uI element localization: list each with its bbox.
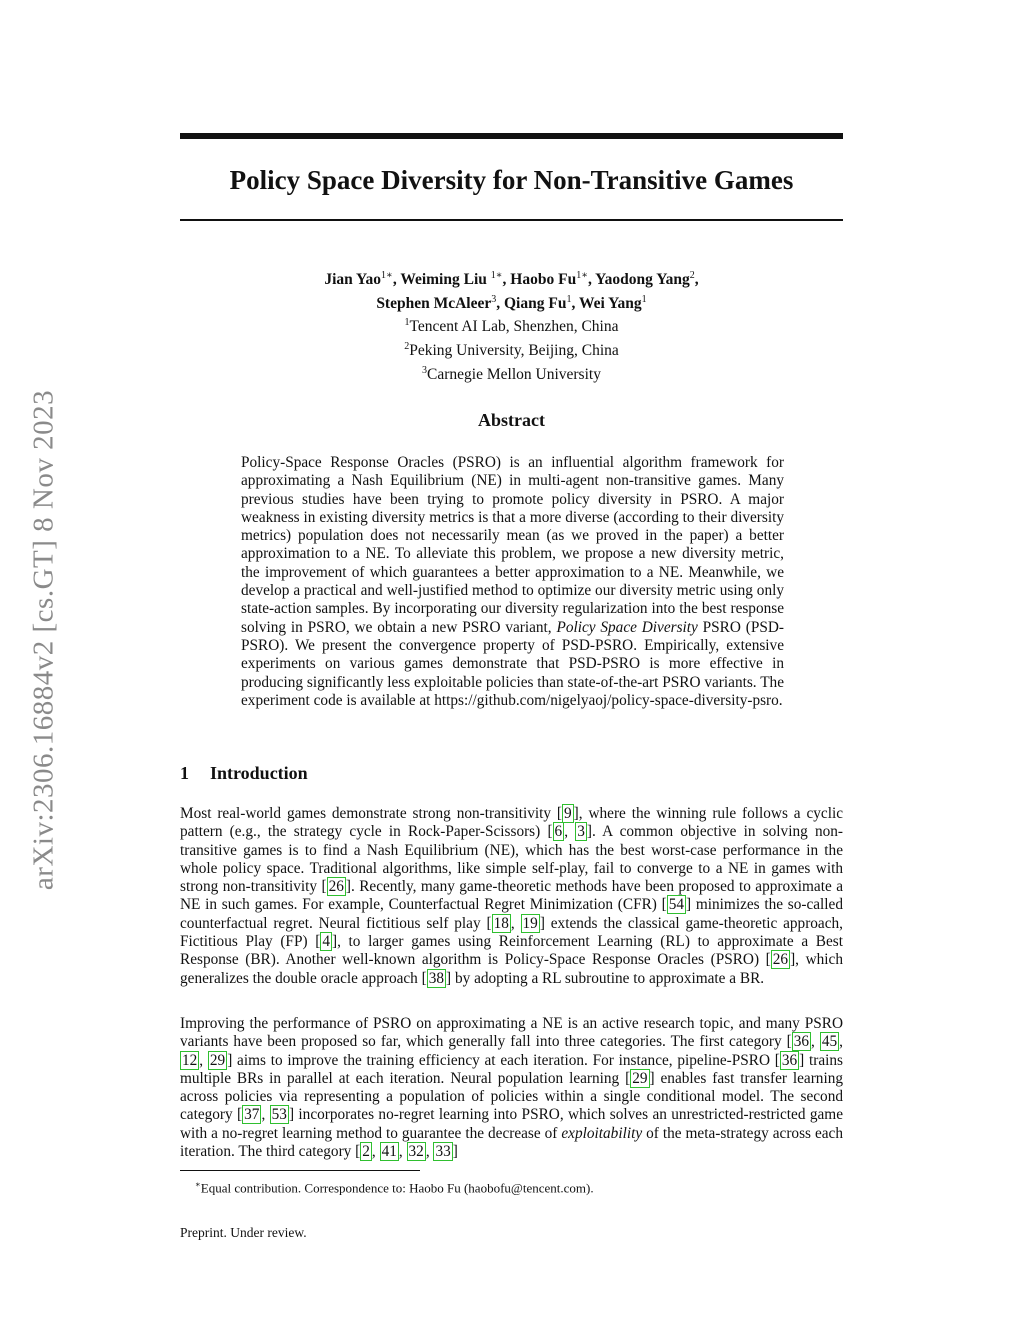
affiliation: $^1$Tencent AI Lab, Shenzhen, China [404, 317, 619, 336]
footnote-rule [180, 1170, 420, 1171]
author-name: Jian Yao [324, 271, 382, 289]
author-name: Wei Yang [578, 294, 642, 312]
citation-link[interactable]: 26 [328, 878, 344, 896]
author-sup: 1∗ [490, 270, 503, 281]
citation-link[interactable]: 33 [435, 1143, 451, 1161]
citation-link[interactable]: 38 [428, 969, 445, 987]
author-names: Jian Yao$^{1∗}$, Weiming Liu $^{1∗}$, Haobo $Fu^{1∗}$, Yaodong Yang$^2$, Stephen McAleer$^3$, Qiang Fu$^1$, Wei Yang$^1$ [324, 270, 699, 312]
section-number: 1 [180, 763, 189, 783]
title-bottom-rule [180, 219, 843, 221]
arxiv-identifier: arXiv:2306.16884v2 [cs.GT] 8 Nov 2023 [27, 389, 60, 891]
citation-link[interactable]: 2 [362, 1143, 370, 1161]
affiliation: $^3$Carnegie Mellon University [422, 364, 601, 383]
citation-link[interactable]: 4 [322, 933, 330, 951]
author-block [180, 266, 843, 384]
intro-paragraph-1: Most real-world games demonstrate strong non-transitivity [ 9 ], where the winning rule follows a cyclic pattern (e.g., the strategy cycle in Rock-Paper-Scissors) [ 6 , 3 ]. A common objective in solving non-transitive games is to find a Nash Equilibrium (NE), which has the best worst-case performance in the whole policy space. Traditional algorithms, like simple self-play, fail to converge to a NE in games with strong non-transitivity [ 26 ]. Recently, many game-theoretic methods have been proposed to approximate a NE in such games. For example, Counterfactual Regret Minimization (CFR) [ 54 ] minimizes the so-called counterfactual regret. Neural fictitious self play [ 18 , 19 ] extends the classical game-theoretic approach, Fictitious Play (FP) [ 4 ], to larger games using Reinforcement Learning (RL) to approximate a Best Response (BR). Another well-known algorithm is Policy-Space Response Oracles (PSRO) [ 26 ], which generalizes the double oracle approach [ 38 ] by adopting a RL subroutine to approximate a BR. [180, 805, 843, 987]
intro-paragraph-2: Improving the performance of PSRO on approximating a NE is an active research topic, and many PSRO variants have been proposed so far, which generally fall into three categories. The first category [ 36 , 45 , 12 , 29 ] aims to improve the training efficiency at each iteration. For instance, pipeline-PSRO [ 36 ] trains multiple BRs in parallel at each iteration. Neural population learning [ 29 ] enables fast transfer learning across policies via representing a population of policies within a single conditional model. The second category [ 37 , 53 ] incorporates no-regret learning into PSRO, which solves an unrestricted-restricted game with a no-regret learning method to guarantee the decrease of exploitability of the meta-strategy across each iteration. The third category [ 2 , 41 , 32 , 33 ] [180, 1015, 843, 1161]
section-heading [180, 763, 308, 784]
abstract-heading: Abstract [478, 410, 545, 430]
author-sup: 1∗ [381, 270, 393, 281]
citation-link[interactable]: 26 [772, 951, 789, 969]
author-sup: 1 [641, 293, 647, 305]
citation-link[interactable]: 29 [209, 1051, 226, 1069]
citation-link[interactable]: 32 [408, 1143, 424, 1161]
citation-link[interactable]: 37 [244, 1106, 260, 1124]
citation-link[interactable]: 29 [632, 1069, 648, 1087]
author-name: Weiming Liu [400, 271, 491, 289]
citation-link[interactable]: 9 [564, 805, 572, 822]
citation-link[interactable]: 36 [781, 1051, 798, 1069]
author-sup: 3 [491, 293, 497, 305]
author-name: Qiang Fu [504, 294, 567, 312]
paper-title: Policy Space Diversity for Non-Transitive Games [229, 165, 794, 195]
title-top-rule [180, 133, 843, 139]
citation-link[interactable]: 18 [493, 914, 509, 932]
author-sup: 1 [566, 293, 572, 305]
citation-link[interactable]: 36 [793, 1033, 810, 1051]
citation-link[interactable]: 53 [271, 1106, 287, 1124]
citation-link[interactable]: 6 [554, 823, 563, 841]
preprint-note: Preprint. Under review. [180, 1225, 307, 1240]
abstract-text: Policy-Space Response Oracles (PSRO) is an influential algorithm framework for approximating a Nash Equilibrium (NE) in multi-agent non-transitive games. Many previous studies have been trying to promote policy diversity in PSRO. A major weakness in existing diversity metrics is that a more diverse (according to their diversity metrics) population does not necessarily mean (as we proved in the paper) a better approximation to a NE. To alleviate this problem, we propose a new diversity metric, the improvement of which guarantees a better approximation to a NE. Meanwhile, we develop a practical and well-justified method to optimize our diversity metric using only state-action samples. By incorporating our diversity regularization into the best response solving in PSRO, we obtain a new PSRO variant, Policy Space Diversity PSRO (PSD-PSRO). We present the convergence property of PSD-PSRO. Empirically, extensive experiments on various games demonstrate that PSD-PSRO is more effective in producing significantly less exploitable policies than state-of-the-art PSRO variants. The experiment code is available at https://github.com/nigelyaoj/policy-space-diversity-psro. [241, 454, 784, 709]
author-name: Yaodong Yang [595, 271, 690, 289]
citation-link[interactable]: 3 [577, 823, 585, 841]
citation-link[interactable]: 12 [182, 1051, 198, 1069]
affiliation: $^2$Peking University, Beijing, China [404, 340, 619, 360]
footnote: ∗Equal contribution. Correspondence to: Haobo Fu (haobofu@tencent.com). [195, 1179, 594, 1196]
section-title: Introduction [210, 763, 308, 783]
citation-link[interactable]: 45 [821, 1033, 838, 1051]
author-sup: 1∗ [576, 270, 588, 281]
author-sup: 2 [689, 270, 695, 281]
citation-link[interactable]: 19 [522, 914, 538, 932]
citation-link[interactable]: 54 [668, 896, 685, 914]
citation-link[interactable]: 41 [381, 1143, 397, 1161]
author-name: Stephen McAleer [376, 294, 492, 312]
author-name: Haobo Fu [510, 271, 577, 289]
